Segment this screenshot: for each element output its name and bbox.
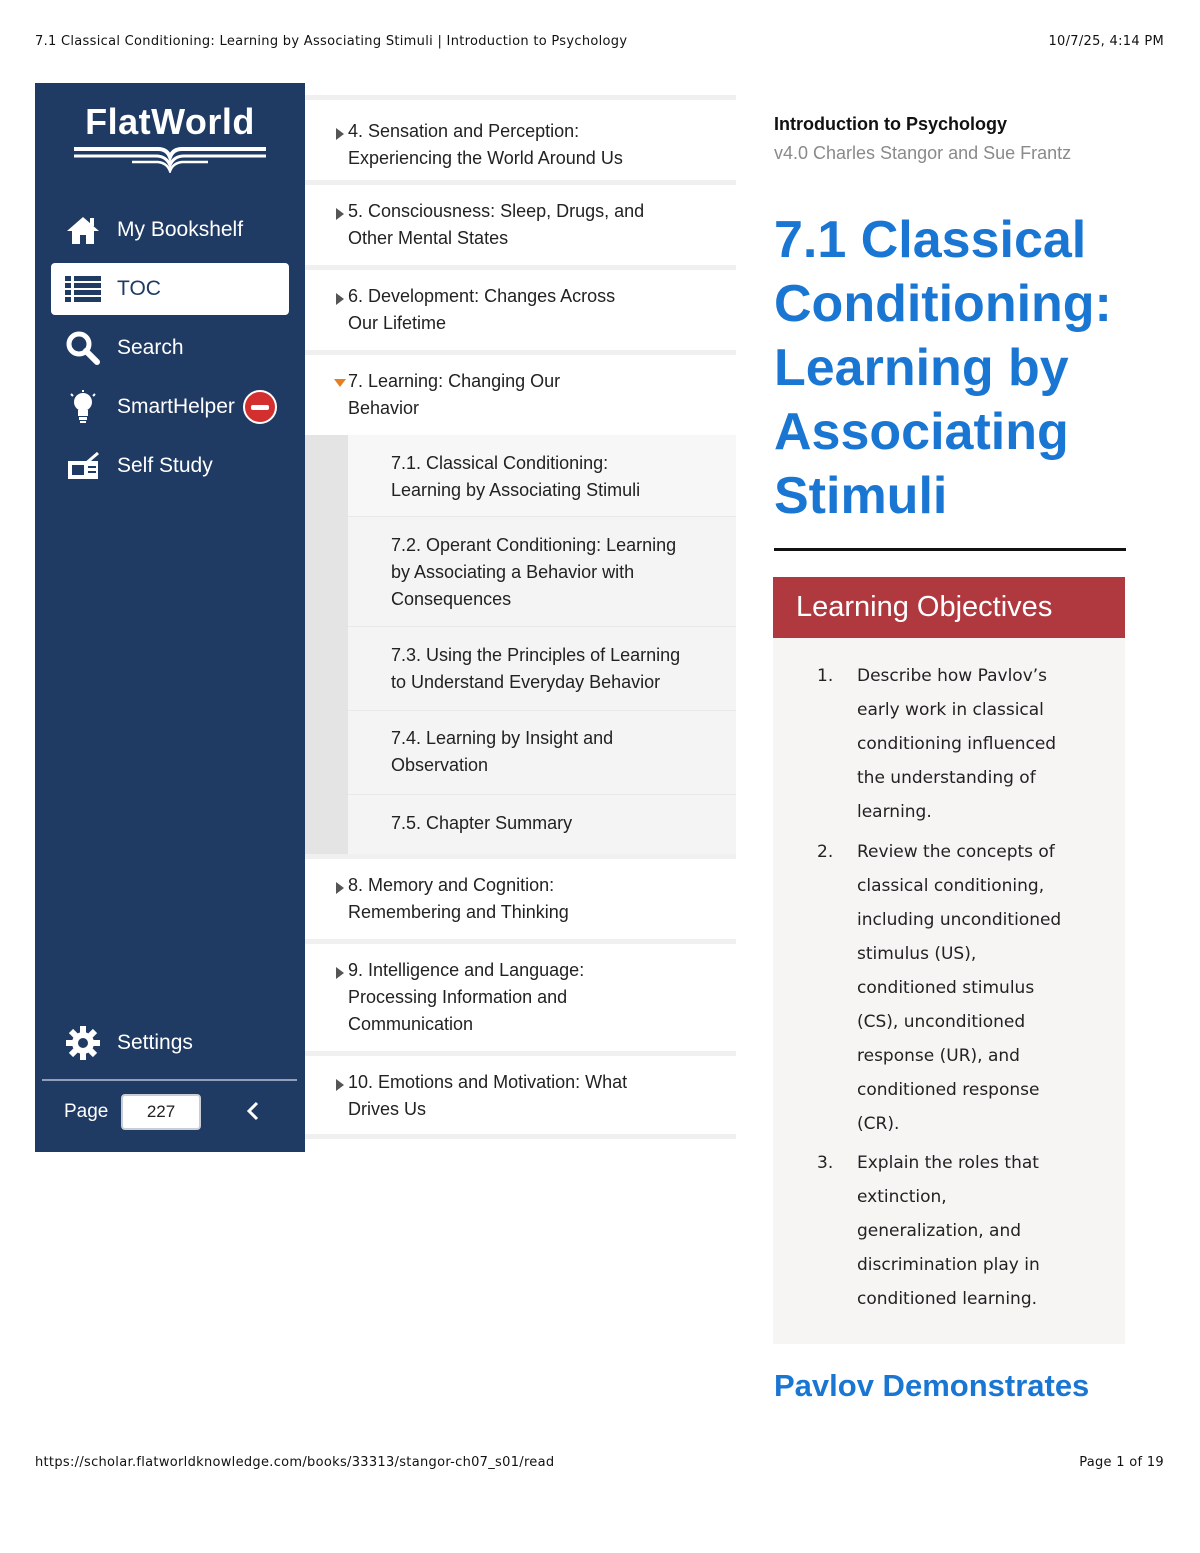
toc-label-line: 4. Sensation and Perception: (348, 121, 580, 141)
toc-section-7-1[interactable] (348, 435, 736, 517)
learning-objectives-box (773, 577, 1125, 1344)
toc-label-line: Communication (348, 1014, 474, 1034)
nav-label: Settings (117, 1031, 193, 1054)
toc-label-line: by Associating a Behavior with (391, 562, 635, 582)
caret-right-icon (335, 292, 345, 306)
nav-toc[interactable] (51, 263, 289, 315)
toc-label-line: Processing Information and (348, 987, 568, 1007)
self-study-icon (63, 446, 103, 486)
toc-label-line: 7.4. Learning by Insight and (391, 728, 614, 748)
caret-right-icon (335, 207, 345, 221)
toc-label-line: 7.1. Classical Conditioning: (391, 453, 609, 473)
page-title-line: Stimuli (774, 467, 948, 525)
home-icon (63, 210, 103, 250)
page-number-input[interactable]: 227 (121, 1094, 201, 1130)
flatworld-logo[interactable]: FlatWorld (85, 101, 255, 142)
objective-line: discrimination play in (857, 1255, 1040, 1275)
toc-label-line: 7.3. Using the Principles of Learning (391, 645, 681, 665)
toc-panel (305, 95, 736, 1139)
nav-search[interactable] (51, 322, 289, 374)
nav-my-bookshelf[interactable] (51, 204, 289, 256)
objective-line: conditioning influenced (857, 734, 1057, 754)
objective-number: 2. (817, 842, 834, 862)
objective-line: (CR). (857, 1114, 900, 1134)
caret-right-icon (335, 127, 345, 141)
book-meta: v4.0 Charles Stangor and Sue Frantz (774, 143, 1072, 163)
objective-line: Describe how Pavlov’s (857, 666, 1048, 686)
page-title (774, 208, 1144, 528)
toc-label-line: 9. Intelligence and Language: (348, 960, 585, 980)
toc-label-line: 7.2. Operant Conditioning: Learning (391, 535, 677, 555)
objective-line: conditioned stimulus (857, 978, 1035, 998)
collapse-sidebar-button[interactable] (243, 1097, 263, 1125)
nav-settings[interactable] (51, 1017, 289, 1069)
toc-chapter-6[interactable] (305, 265, 736, 350)
toc-chapter-8[interactable] (305, 854, 736, 939)
toc-section-7-2[interactable] (348, 517, 736, 627)
objective-line: Review the concepts of (857, 842, 1055, 862)
objective-line: response (UR), and (857, 1046, 1020, 1066)
objective-number: 3. (817, 1153, 834, 1173)
gear-icon (63, 1023, 103, 1063)
learning-objectives-heading: Learning Objectives (773, 577, 1125, 638)
toc-label-line: Drives Us (348, 1099, 427, 1119)
objective-line: Explain the roles that (857, 1153, 1039, 1173)
toc-label-line: to Understand Everyday Behavior (391, 672, 661, 692)
caret-down-icon (333, 378, 347, 388)
objective-number: 1. (817, 666, 834, 686)
toc-label-line: 7.5. Chapter Summary (391, 813, 573, 833)
print-header-datetime: 10/7/25, 4:14 PM (1048, 34, 1164, 49)
toc-label-line: 6. Development: Changes Across (348, 286, 616, 306)
nav-label: SmartHelper (117, 395, 235, 418)
objective-line: the understanding of (857, 768, 1036, 788)
nav-label: Self Study (117, 454, 213, 477)
lightbulb-icon (63, 387, 103, 427)
toc-label-line: Behavior (348, 398, 420, 418)
toc-section-7-4[interactable] (348, 711, 736, 795)
page-title-line: 7.1 Classical (774, 211, 1087, 269)
toc-label-line: Consequences (391, 589, 512, 609)
print-header-title: 7.1 Classical Conditioning: Learning by Associating Stimuli | Introduction to Psychology (35, 34, 628, 49)
objective-line: early work in classical (857, 700, 1044, 720)
objective-line: classical conditioning, (857, 876, 1045, 896)
print-footer-page: Page 1 of 19 (1079, 1455, 1164, 1470)
objective-line: learning. (857, 802, 932, 822)
page-title-line: Learning by (774, 339, 1069, 397)
toc-chapter-10[interactable] (305, 1051, 736, 1139)
toc-label-line: Remembering and Thinking (348, 902, 569, 922)
objective-line: conditioned learning. (857, 1289, 1038, 1309)
nav-label: Search (117, 336, 184, 359)
caret-right-icon (335, 1078, 345, 1092)
nav-self-study[interactable] (51, 440, 289, 492)
caret-right-icon (335, 966, 345, 980)
toc-chapter-9[interactable] (305, 939, 736, 1051)
nav-smarthelper[interactable] (51, 381, 289, 433)
objective-line: generalization, and (857, 1221, 1022, 1241)
objective-line: conditioned response (857, 1080, 1040, 1100)
toc-label-line: 10. Emotions and Motivation: What (348, 1072, 628, 1092)
toc-label-line: 5. Consciousness: Sleep, Drugs, and (348, 201, 645, 221)
search-icon (63, 328, 103, 368)
toc-section-7-3[interactable] (348, 627, 736, 711)
page-label: Page (64, 1101, 109, 1122)
toc-label-line: 8. Memory and Cognition: (348, 875, 555, 895)
objective-line: stimulus (US), (857, 944, 977, 964)
book-title[interactable]: Introduction to Psychology (774, 114, 1007, 134)
sidebar (35, 83, 305, 1152)
toc-chapter-5[interactable] (305, 180, 736, 265)
list-icon (63, 269, 103, 309)
toc-label-line: Observation (391, 755, 489, 775)
nav-label: My Bookshelf (117, 218, 244, 241)
objective-line: including unconditioned (857, 910, 1062, 930)
nav-label: TOC (117, 277, 161, 300)
toc-label-line: Other Mental States (348, 228, 509, 248)
toc-subsection-list (305, 435, 736, 854)
toc-chapter-4[interactable] (305, 95, 736, 180)
smarthelper-disabled-badge (243, 390, 277, 424)
page-title-line: Conditioning: (774, 275, 1112, 333)
toc-label-line: Experiencing the World Around Us (348, 148, 623, 168)
section-heading: Pavlov Demonstrates (774, 1368, 1090, 1403)
caret-right-icon (335, 881, 345, 895)
toc-label-line: Learning by Associating Stimuli (391, 480, 641, 500)
objective-line: (CS), unconditioned (857, 1012, 1026, 1032)
page-title-line: Associating (774, 403, 1069, 461)
sidebar-divider (42, 1079, 297, 1081)
toc-label-line: 7. Learning: Changing Our (348, 371, 561, 391)
book-logo-icon (72, 143, 268, 173)
toc-chapter-7[interactable] (305, 350, 736, 435)
toc-label-line: Our Lifetime (348, 313, 447, 333)
toc-section-7-5[interactable] (348, 795, 736, 854)
print-footer-url: https://scholar.flatworldknowledge.com/books/33313/stangor-ch07_s01/read (35, 1455, 555, 1470)
chevron-left-icon (246, 1101, 260, 1121)
title-divider (774, 548, 1126, 551)
objective-line: extinction, (857, 1187, 947, 1207)
